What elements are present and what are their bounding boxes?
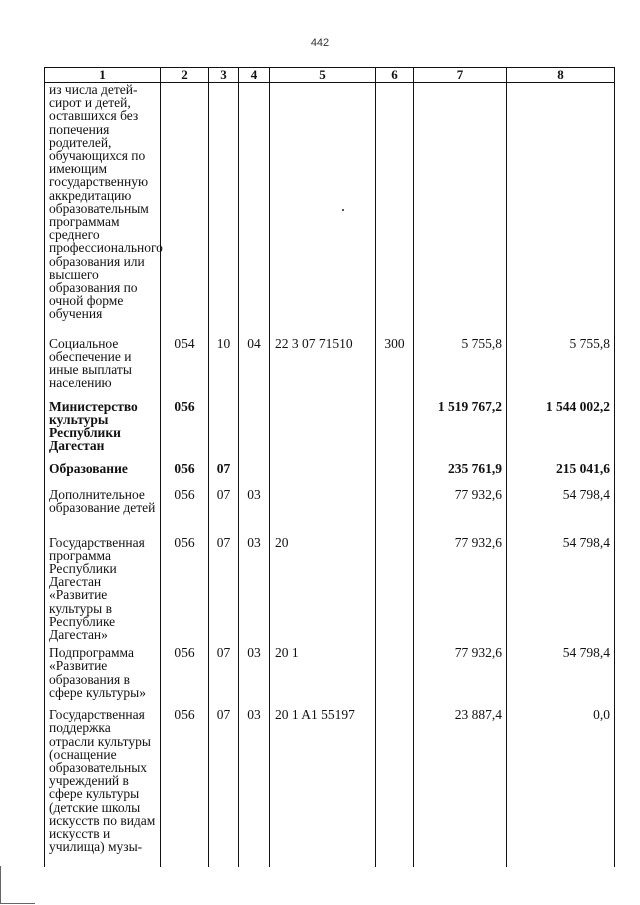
- row-col-2: 056: [161, 456, 209, 484]
- row-description: Министерство культуры Республики Дагестан: [45, 394, 161, 456]
- table-row: [45, 641, 615, 702]
- row-col-4: 03: [239, 702, 270, 867]
- row-col-7-amount: 5 755,8: [414, 330, 507, 394]
- col-header-3: 3: [209, 68, 239, 83]
- row-col-6: [376, 83, 414, 330]
- row-col-8-amount: 1 544 002,2: [507, 394, 615, 456]
- row-col-5-code: 20 1 A1 55197: [270, 702, 376, 867]
- row-col-6: 300: [376, 330, 414, 394]
- page-number: 442: [310, 37, 330, 49]
- row-col-5-code: 22 3 07 71510: [270, 330, 376, 394]
- table-row: [45, 330, 615, 394]
- col-header-7: 7: [414, 68, 507, 83]
- row-col-6: [376, 394, 414, 456]
- row-col-2: 054: [161, 330, 209, 394]
- row-col-4: [239, 83, 270, 330]
- row-col-3: 07: [209, 641, 239, 702]
- row-col-4: [239, 456, 270, 484]
- row-col-8-amount: [507, 83, 615, 330]
- row-col-5-code: [270, 456, 376, 484]
- row-col-2: 056: [161, 394, 209, 456]
- table-row: [45, 456, 615, 484]
- col-header-2: 2: [161, 68, 209, 83]
- row-col-6: [376, 641, 414, 702]
- row-col-3: 07: [209, 456, 239, 484]
- row-col-8-amount: 0,0: [507, 702, 615, 867]
- row-col-8-amount: 215 041,6: [507, 456, 615, 484]
- row-description: Образование: [45, 456, 161, 484]
- row-col-3: 07: [209, 702, 239, 867]
- row-col-6: [376, 456, 414, 484]
- col-header-6: 6: [376, 68, 414, 83]
- row-col-7-amount: 235 761,9: [414, 456, 507, 484]
- row-col-2: [161, 83, 209, 330]
- row-col-8-amount: 5 755,8: [507, 330, 615, 394]
- row-col-5-code: 20: [270, 530, 376, 642]
- row-col-7-amount: 77 932,6: [414, 641, 507, 702]
- row-col-2: 056: [161, 702, 209, 867]
- row-col-5-code: [270, 394, 376, 456]
- row-col-2: 056: [161, 484, 209, 530]
- row-col-3: [209, 394, 239, 456]
- row-description: Государственная программа Республики Дагестан «Развитие культуры в Республике Дагестан»: [45, 530, 161, 642]
- row-description: Дополнительное образование детей: [45, 484, 161, 530]
- row-col-8-amount: 54 798,4: [507, 641, 615, 702]
- row-col-2: 056: [161, 641, 209, 702]
- row-col-7-amount: [414, 83, 507, 330]
- row-col-3: 10: [209, 330, 239, 394]
- row-col-5-code: [270, 484, 376, 530]
- row-col-7-amount: 77 932,6: [414, 530, 507, 642]
- row-col-2: 056: [161, 530, 209, 642]
- row-col-3: 07: [209, 484, 239, 530]
- table-row: [45, 394, 615, 456]
- col-header-5: 5: [270, 68, 376, 83]
- row-col-5-code: 20 1: [270, 641, 376, 702]
- row-col-6: [376, 484, 414, 530]
- col-header-1: 1: [45, 68, 161, 83]
- row-col-4: [239, 394, 270, 456]
- col-header-4: 4: [239, 68, 270, 83]
- table-row: [45, 530, 615, 642]
- corner-mark: [0, 866, 35, 904]
- row-col-7-amount: 1 519 767,2: [414, 394, 507, 456]
- row-col-3: 07: [209, 530, 239, 642]
- row-description: из числа детей-сирот и детей, оставшихся без попечения родителей, обучающихся по имеющим государственную аккредитацию образовательным программам среднего профессионального образования или высшего образования по очной форме обучения: [45, 83, 161, 330]
- col-header-8: 8: [507, 68, 615, 83]
- table-row: [45, 484, 615, 530]
- row-col-6: [376, 530, 414, 642]
- row-col-5-code: [270, 83, 376, 330]
- row-col-7-amount: 23 887,4: [414, 702, 507, 867]
- row-col-7-amount: 77 932,6: [414, 484, 507, 530]
- row-col-8-amount: 54 798,4: [507, 484, 615, 530]
- row-col-4: 03: [239, 641, 270, 702]
- scan-speck: [342, 209, 344, 211]
- row-description: Социальное обеспечение и иные выплаты населению: [45, 330, 161, 394]
- row-col-8-amount: 54 798,4: [507, 530, 615, 642]
- row-col-6: [376, 702, 414, 867]
- row-description: Подпрограмма «Развитие образования в сфере культуры»: [45, 641, 161, 702]
- budget-table: [44, 67, 615, 867]
- table-row: [45, 702, 615, 867]
- header-row: [45, 68, 615, 83]
- row-description: Государственная поддержка отрасли культуры (оснащение образовательных учреждений в сфере культуры (детские школы искусств по видам искусств и училища) музы-: [45, 702, 161, 867]
- row-col-4: 03: [239, 484, 270, 530]
- row-col-3: [209, 83, 239, 330]
- table-row: [45, 83, 615, 330]
- row-col-4: 03: [239, 530, 270, 642]
- row-col-4: 04: [239, 330, 270, 394]
